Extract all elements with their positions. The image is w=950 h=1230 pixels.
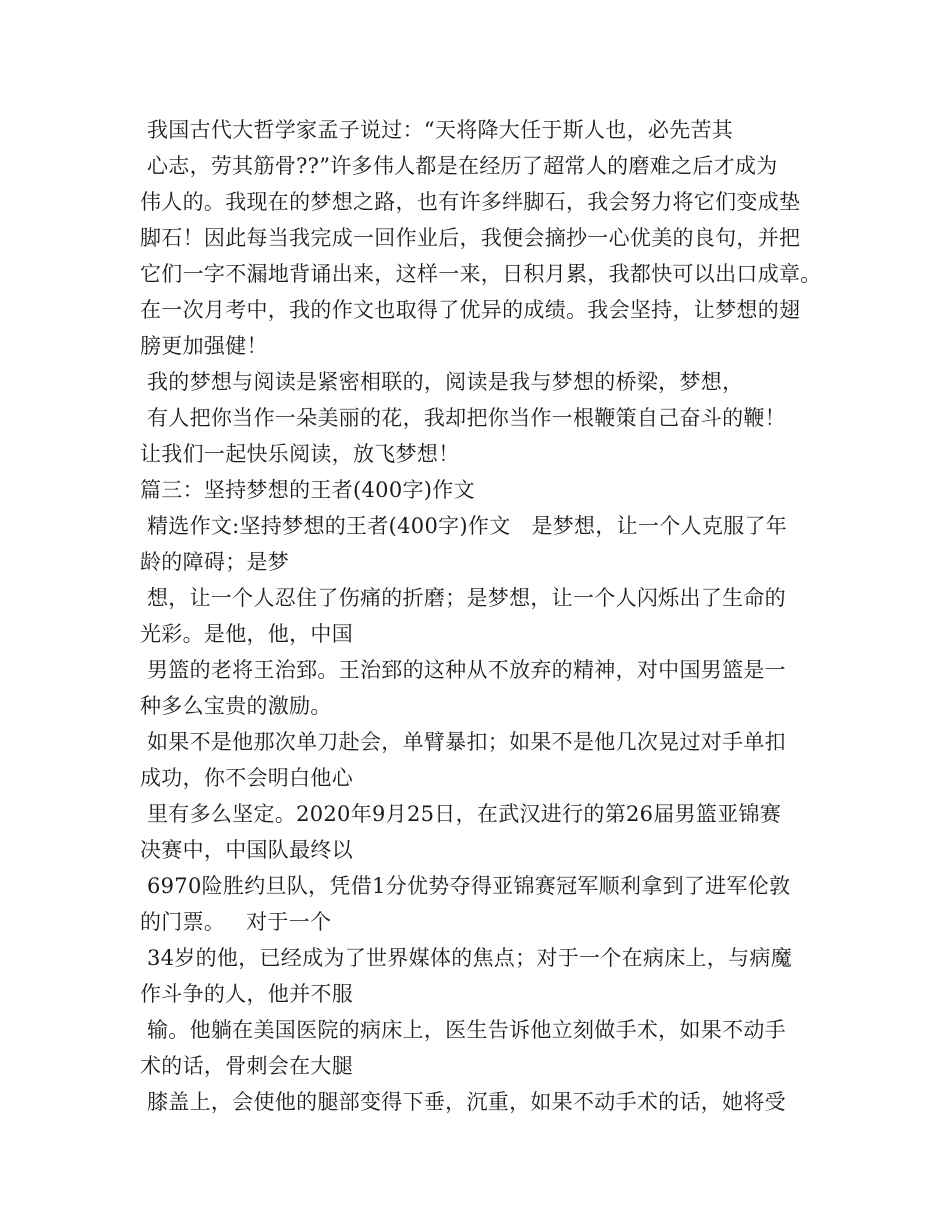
text-line: 精选作文:坚持梦想的王者(400字)作文 是梦想，让一个人克服了年	[140, 514, 788, 538]
text-line: 的门票。 对于一个	[140, 910, 332, 934]
text-line: 里有多么坚定。2020年9月25日，在武汉进行的第26届男篮亚锦赛	[140, 802, 782, 826]
text-line: 脚石！因此每当我完成一回作业后，我便会摘抄一心优美的良句，并把	[140, 226, 801, 250]
essay-text-block	[140, 112, 830, 1120]
text-line: 作斗争的人，他并不服	[140, 982, 353, 1006]
text-line: 我的梦想与阅读是紧密相联的，阅读是我与梦想的桥梁，梦想，	[140, 370, 744, 394]
text-line: 有人把你当作一朵美丽的花，我却把你当作一根鞭策自己奋斗的鞭！	[140, 406, 786, 430]
text-line: 种多么宝贵的激励。	[140, 694, 332, 718]
text-line: 成功，你不会明白他心	[140, 766, 353, 790]
text-line: 决赛中，中国队最终以	[140, 838, 353, 862]
section-heading: 篇三：坚持梦想的王者(400字)作文	[140, 478, 475, 502]
text-line: 龄的障碍；是梦	[140, 550, 290, 574]
text-line: 光彩。是他，他，中国	[140, 622, 353, 646]
text-line: 术的话，骨刺会在大腿	[140, 1054, 353, 1078]
text-line: 我国古代大哲学家孟子说过：“天将降大任于斯人也，必先苦其	[140, 118, 734, 142]
text-line: 心志，劳其筋骨??”许多伟人都是在经历了超常人的磨难之后才成为	[140, 154, 778, 178]
text-line: 在一次月考中，我的作文也取得了优异的成绩。我会坚持，让梦想的翅	[140, 298, 801, 322]
text-line: 膝盖上，会使他的腿部变得下垂，沉重，如果不动手术的话，她将受	[140, 1090, 786, 1114]
text-line: 如果不是他那次单刀赴会，单臂暴扣；如果不是他几次晃过对手单扣	[140, 730, 786, 754]
text-line: 男篮的老将王治郅。王治郅的这种从不放弃的精神，对中国男篮是一	[140, 658, 786, 682]
text-line: 它们一字不漏地背诵出来，这样一来，日积月累，我都快可以出口成章。	[140, 262, 822, 286]
text-line: 34岁的他，已经成为了世界媒体的焦点；对于一个在病床上，与病魔	[140, 946, 792, 970]
text-line: 想，让一个人忍住了伤痛的折磨；是梦想，让一个人闪烁出了生命的	[140, 586, 786, 610]
text-line: 伟人的。我现在的梦想之路，也有许多绊脚石，我会努力将它们变成垫	[140, 190, 801, 214]
text-line: 让我们一起快乐阅读，放飞梦想！	[140, 442, 460, 466]
text-line: 膀更加强健！	[140, 334, 268, 358]
text-line: 6970险胜约旦队，凭借1分优势夺得亚锦赛冠军顺利拿到了进军伦敦	[140, 874, 791, 898]
text-line: 输。他躺在美国医院的病床上，医生告诉他立刻做手术，如果不动手	[140, 1018, 786, 1042]
